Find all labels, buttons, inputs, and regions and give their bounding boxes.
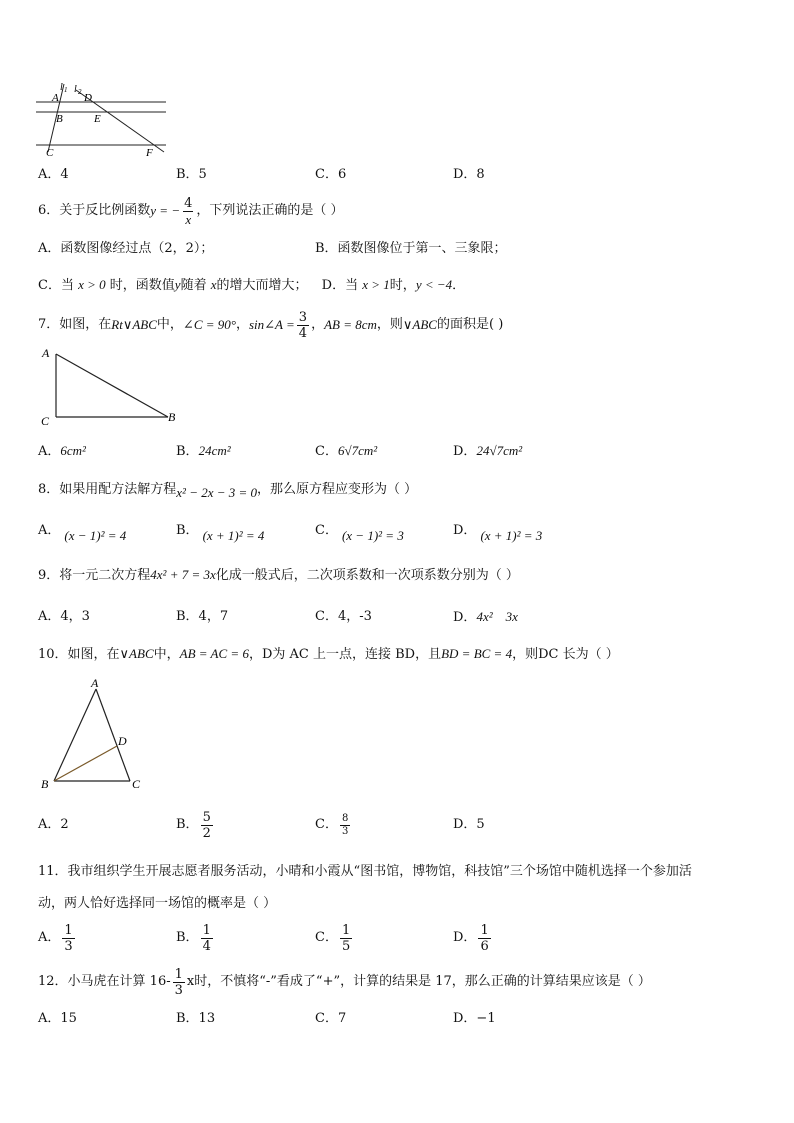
q7-sin-den: 4 xyxy=(298,325,308,341)
q11-option-a[interactable] xyxy=(38,918,77,958)
q6-optd-mid: 时， xyxy=(389,278,416,293)
q7-opta-val: 6cm² xyxy=(60,443,86,458)
q5-option-c[interactable]: C．6 xyxy=(315,167,347,182)
q10-optc-fraction xyxy=(340,814,350,837)
q11-optb-label: B． xyxy=(176,930,199,945)
q11-stem-line2: 动，两人恰好选择同一场馆的概率是（ ） xyxy=(38,896,277,911)
q10-stem-post: ，则DC 长为（ ） xyxy=(512,647,619,662)
q8-opta-val: (x − 1)² = 4 xyxy=(64,528,127,543)
q6-option-c[interactable] xyxy=(38,278,312,293)
q7-stem-mid2: ， xyxy=(235,317,249,332)
q8-optb-val: (x + 1)² = 4 xyxy=(202,528,265,543)
q10-segment-bd xyxy=(54,746,117,781)
q11-opta-num: 1 xyxy=(64,922,73,938)
q12-frac-den: 3 xyxy=(174,982,183,998)
q10-optb-num: 5 xyxy=(202,809,211,825)
q5-label-C: C xyxy=(46,147,54,159)
q12-stem-post: 时，不慎将“-”看成了“+”，计算的结果是 17，那么正确的计算结果应该是（ ） xyxy=(194,974,651,989)
q10-label-A: A xyxy=(91,676,99,690)
q6-stem-post: ，下列说法正确的是（ ） xyxy=(196,203,344,218)
q9-option-c[interactable]: C．4，-3 xyxy=(315,609,372,624)
q7-ab: AB = 8cm xyxy=(324,317,377,332)
q11-optc-label: C． xyxy=(315,930,338,945)
q6-func-den: x xyxy=(185,211,192,227)
q7-stem-mid3: ， xyxy=(311,317,325,332)
q7-optc-label: C． xyxy=(315,444,338,459)
q8-optb-label: B． xyxy=(176,523,199,538)
q6-func-num: 4 xyxy=(184,195,193,211)
q12-fraction xyxy=(173,968,185,997)
q11-stem-line1: 11．我市组织学生开展志愿者服务活动，小晴和小霞从“图书馆，博物馆，科技馆”三个场馆中随机选择一个参加活 xyxy=(38,864,692,879)
q6-optd-pre: D．当 xyxy=(321,278,359,293)
q5-label-l1-sub: 1 xyxy=(64,86,68,94)
q8-equation: x² − 2x − 3 = 0 xyxy=(176,485,258,500)
q7-option-a[interactable] xyxy=(38,443,86,460)
q7-stem-mid1: 中， xyxy=(156,317,183,332)
q11-option-c[interactable] xyxy=(315,918,354,958)
q7-abc: ∨ABC xyxy=(402,317,437,332)
q12-option-b[interactable]: B．13 xyxy=(176,1011,216,1026)
q10-abc: ∨ABC xyxy=(119,646,154,661)
q12-option-c[interactable]: C．7 xyxy=(315,1011,347,1026)
q10-isosceles-triangle-figure xyxy=(38,675,150,795)
q7-stem xyxy=(38,308,503,342)
q8-option-b[interactable] xyxy=(176,522,265,543)
q5-parallel-lines-figure xyxy=(36,80,172,162)
q6-optc-mid2: 随着 xyxy=(180,278,207,293)
q6-options-cd xyxy=(38,277,465,294)
q10-optc-label: C． xyxy=(315,817,338,832)
q10-stem xyxy=(38,646,619,663)
q7-optc-val: 6√7cm² xyxy=(337,443,378,458)
q5-option-a[interactable]: A．4 xyxy=(38,167,69,182)
q10-label-C: C xyxy=(132,777,141,791)
q6-optd-ineq: y < −4 xyxy=(415,277,453,292)
q8-option-d[interactable] xyxy=(453,522,543,543)
q10-label-B: B xyxy=(41,777,49,791)
q7-side-ab xyxy=(56,354,168,417)
q11-option-b[interactable] xyxy=(176,918,215,958)
q10-stem-mid1: 中， xyxy=(153,647,180,662)
q11-optb-den: 4 xyxy=(202,938,211,954)
q7-optb-label: B． xyxy=(176,444,199,459)
q7-stem-mid4: ，则 xyxy=(376,317,403,332)
q7-stem-pre: 7．如图，在 xyxy=(38,317,112,332)
q10-optb-den: 2 xyxy=(202,825,211,841)
q12-frac-num: 1 xyxy=(174,966,183,982)
q6-optc-cond: x > 0 xyxy=(78,277,106,292)
q7-right-triangle-figure xyxy=(38,344,186,428)
q10-option-b[interactable] xyxy=(176,806,215,844)
q8-optc-label: C． xyxy=(315,523,338,538)
q10-option-d[interactable]: D．5 xyxy=(453,817,485,832)
q7-label-A: A xyxy=(42,346,50,360)
q9-equation: 4x² + 7 = 3x xyxy=(150,567,216,582)
q6-optc-post: 的增大而增大； xyxy=(216,278,308,293)
q5-option-d[interactable]: D．8 xyxy=(453,167,485,182)
q10-side-ab xyxy=(54,689,96,781)
q7-option-b[interactable] xyxy=(176,443,231,460)
q10-optc-num: 8 xyxy=(341,812,349,824)
q5-label-D: D xyxy=(84,92,92,104)
q8-opta-label: A． xyxy=(38,523,61,538)
q10-option-a[interactable]: A．2 xyxy=(38,817,69,832)
q8-option-a[interactable] xyxy=(38,522,127,543)
q7-label-C: C xyxy=(41,414,50,428)
q10-optc-den: 3 xyxy=(341,825,349,837)
q10-option-c[interactable] xyxy=(315,806,352,844)
q10-optb-label: B． xyxy=(176,817,199,832)
q7-sin-num: 3 xyxy=(298,309,308,325)
q6-func-fraction xyxy=(182,197,194,226)
q10-label-D: D xyxy=(118,734,127,748)
q10-eq2: BD = BC = 4 xyxy=(441,646,513,661)
q6-option-b[interactable]: B．函数图像位于第一、三象限； xyxy=(315,241,507,256)
q11-optd-num: 1 xyxy=(480,922,489,938)
q12-option-d[interactable]: D．−1 xyxy=(453,1011,496,1026)
q7-optd-label: D． xyxy=(453,444,477,459)
q8-optd-label: D． xyxy=(453,523,477,538)
q11-opta-den: 3 xyxy=(64,938,73,954)
q12-option-a[interactable]: A．15 xyxy=(38,1011,77,1026)
q10-eq1: AB = AC = 6 xyxy=(179,646,249,661)
q11-optd-den: 6 xyxy=(480,938,489,954)
q6-optc-mid: 时，函数值 xyxy=(109,278,175,293)
q12-stem-x: x xyxy=(186,974,195,989)
q11-optc-num: 1 xyxy=(341,922,351,938)
q6-optc-y: y xyxy=(174,277,181,292)
q7-option-c[interactable] xyxy=(315,443,377,460)
q9-option-a[interactable]: A．4，3 xyxy=(38,609,90,624)
q9-stem-pre: 9．将一元二次方程 xyxy=(38,568,151,583)
q9-option-b[interactable]: B．4，7 xyxy=(176,609,229,624)
q5-label-B: B xyxy=(56,113,63,125)
q6-optd-post: ． xyxy=(452,278,466,293)
q6-option-d[interactable] xyxy=(322,278,465,293)
q9-option-d[interactable] xyxy=(453,609,518,626)
q8-option-c[interactable] xyxy=(315,522,404,543)
q7-optd-val: 24√7cm² xyxy=(476,443,523,458)
q10-optb-fraction xyxy=(201,811,213,840)
q5-label-l2: l xyxy=(74,84,77,95)
q5-label-A: A xyxy=(52,92,59,104)
q12-stem xyxy=(38,962,651,1002)
q6-optd-cond: x > 1 xyxy=(362,277,390,292)
q11-optc-den: 5 xyxy=(341,938,351,954)
q7-opta-label: A． xyxy=(38,444,61,459)
q11-optd-fraction xyxy=(478,924,490,953)
q7-optb-val: 24cm² xyxy=(198,443,231,458)
q6-func-lhs: y = − xyxy=(150,203,181,218)
q8-stem-pre: 8．如果用配方法解方程 xyxy=(38,482,177,497)
q11-optb-num: 1 xyxy=(202,922,211,938)
q6-stem xyxy=(38,194,344,228)
q5-label-l1: l xyxy=(60,82,63,93)
q6-optc-x: x xyxy=(210,277,217,292)
q9-stem-post: 化成一般式后，二次项系数和一次项系数分别为（ ） xyxy=(215,568,519,583)
q5-label-F: F xyxy=(146,147,153,159)
q9-stem xyxy=(38,567,519,584)
q7-option-d[interactable] xyxy=(453,443,522,460)
q8-stem-post: ，那么原方程应变形为（ ） xyxy=(257,482,418,497)
q7-sin-fraction xyxy=(297,311,309,340)
q11-option-d[interactable] xyxy=(453,918,493,958)
q12-stem-pre: 12．小马虎在计算 16- xyxy=(38,974,171,989)
q7-stem-post: 的面积是( ) xyxy=(436,317,504,332)
q7-label-B: B xyxy=(168,410,176,424)
q5-label-E: E xyxy=(94,113,101,125)
q8-optd-val: (x + 1)² = 3 xyxy=(480,528,543,543)
q6-stem-pre: 6．关于反比例函数 xyxy=(38,203,151,218)
q9-optd-label: D． xyxy=(453,610,477,625)
q5-option-b[interactable]: B．5 xyxy=(176,167,207,182)
q11-optb-fraction xyxy=(201,924,213,953)
q11-optd-label: D． xyxy=(453,930,477,945)
q7-sin-lhs: sin∠A = xyxy=(248,317,295,332)
q11-opta-label: A． xyxy=(38,930,61,945)
q8-stem xyxy=(38,481,417,498)
q11-opta-fraction xyxy=(62,924,74,953)
q9-optd-val: 4x² 3x xyxy=(476,609,518,624)
q5-label-l2-sub: 2 xyxy=(78,88,82,96)
q7-angle: ∠C = 90° xyxy=(182,317,236,332)
q11-optc-fraction xyxy=(340,924,352,953)
q7-rt: Rt∨ABC xyxy=(111,317,157,332)
q10-stem-mid2: ，D为 AC 上一点，连接 BD，且 xyxy=(248,647,442,662)
q8-optc-val: (x − 1)² = 3 xyxy=(341,528,404,543)
q6-option-a[interactable]: A．函数图像经过点（2，2）； xyxy=(38,241,214,256)
q6-optc-pre: C．当 xyxy=(38,278,74,293)
q10-stem-pre: 10．如图，在 xyxy=(38,647,120,662)
